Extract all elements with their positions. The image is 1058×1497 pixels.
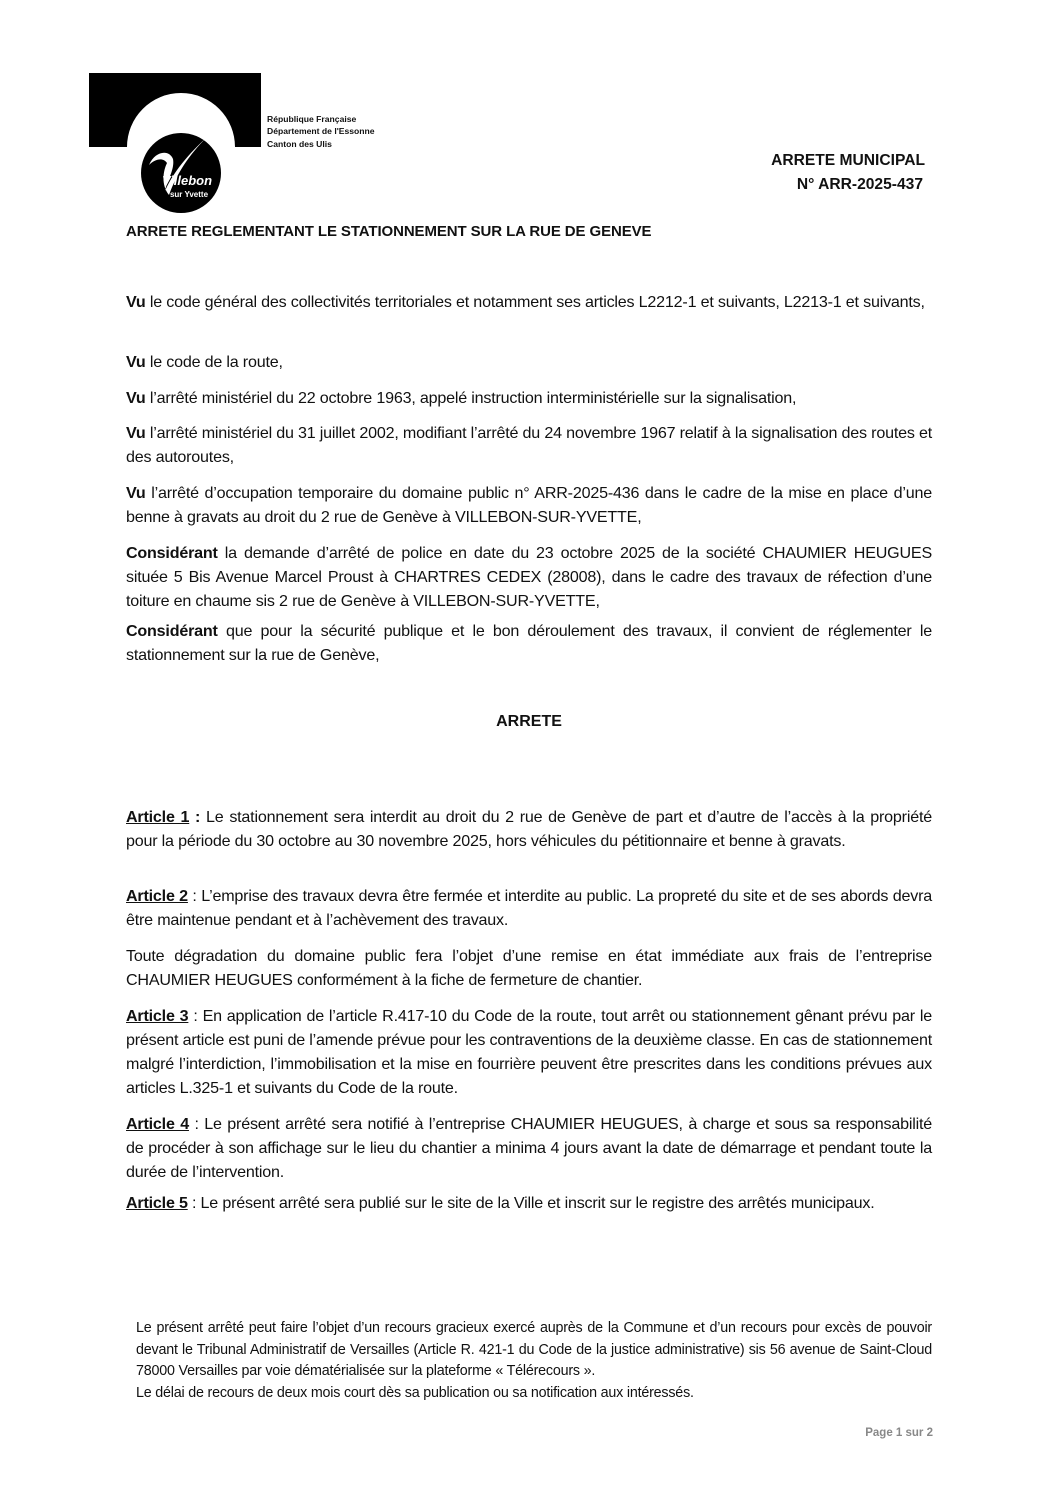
page-title: ARRETE REGLEMENTANT LE STATIONNEMENT SUR LA RUE DE GENEVE [126, 223, 652, 240]
article-label: Article 1 [126, 808, 190, 826]
document-number: N° ARR-2025-437 [796, 176, 923, 193]
article-4: Article 4 : Le présent arrêté sera notifié à l’entreprise CHAUMIER HEUGUES, à charge et sous sa responsabilité de procéder à son affichage sur le lieu du chantier a minima 4 jours avant la date de démarrage et pendant toute la durée de l’intervention. [126, 1115, 932, 1181]
logo-graphic-icon [89, 73, 261, 213]
page-number: Page 1 sur 2 [865, 1427, 933, 1439]
document-reference [771, 149, 925, 197]
article-label: Article 4 [126, 1115, 189, 1133]
consideration-3: Vu l’arrêté ministériel du 22 octobre 1963, appelé instruction interministérielle sur la signalisation, [126, 389, 797, 407]
article-3: Article 3 : En application de l’article R.417-10 du Code de la route, tout arrêt ou stationnement gênant prévu par le présent article est puni de l’amende prévue pour les contraventions de la deuxième classe. En cas de stationnement malgré l’interdiction, l’immobilisation et la mise en fourrière peuvent être prescrites dans les conditions prévues aux articles L.325-1 et suivants du Code de la route. [126, 1007, 932, 1097]
consideration-7: Considérant que pour la sécurité publique et le bon déroulement des travaux, il convient de réglementer le stationnement sur la rue de Genève, [126, 622, 932, 664]
article-label: Article 5 [126, 1194, 188, 1212]
villebon-logo [89, 73, 261, 213]
consideration-4: Vu l’arrêté ministériel du 31 juillet 2002, modifiant l’arrêté du 24 novembre 1967 relatif à la signalisation des routes et des autoroutes, [126, 424, 932, 466]
svg-text:sur Yvette: sur Yvette [169, 190, 209, 199]
article-1: Article 1 : Le stationnement sera interdit au droit du 2 rue de Genève de part et d’autre de l’accès à la propriété pour la période du 30 octobre au 30 novembre 2025, hors véhicules du pétitionnaire et benne à gravats. [126, 808, 932, 850]
article-2: Article 2 : L’emprise des travaux devra être fermée et interdite au public. La propreté du site et de ses abords devra être maintenue pendant et à l’achèvement des travaux. [126, 887, 932, 929]
consideration-2: Vu le code de la route, [126, 353, 283, 371]
decree-heading: ARRETE [496, 713, 562, 730]
article-label: Article 2 [126, 887, 188, 905]
recourse-delay-text: Le délai de recours de deux mois court dès sa publication ou sa notification aux intéressés. [136, 1384, 694, 1401]
svg-text:Villebon: Villebon [161, 173, 213, 188]
document-type: ARRETE MUNICIPAL [771, 152, 925, 169]
recourse-text: Le présent arrêté peut faire l’objet d’un recours gracieux exercé auprès de la Commune et d’un recours pour excès de pouvoir devant le Tribunal Administratif de Versailles (Article R. 421-1 du Code de la justice administrative) sis 56 avenue de Saint-Cloud 78000 Versailles par voie dématérialisée sur la plateforme « Télérecours ». [136, 1320, 932, 1379]
article-5: Article 5 : Le présent arrêté sera publié sur le site de la Ville et inscrit sur le registre des arrêtés municipaux. [126, 1194, 875, 1212]
department-label: Département de l'Essonne [267, 126, 375, 137]
recourse-notice [136, 1318, 932, 1404]
article-2-continuation: Toute dégradation du domaine public fera l’objet d’une remise en état immédiate aux frais de l’entreprise CHAUMIER HEUGUES conformément à la fiche de fermeture de chantier. [126, 947, 932, 989]
consideration-6: Considérant la demande d’arrêté de police en date du 23 octobre 2025 de la société CHAUMIER HEUGUES située 5 Bis Avenue Marcel Proust à CHARTRES CEDEX (28008), dans le cadre des travaux de réfection d’une toiture en chaume sis 2 rue de Genève à VILLEBON-SUR-YVETTE, [126, 544, 932, 610]
consideration-5: Vu l’arrêté d’occupation temporaire du domaine public n° ARR-2025-436 dans le cadre de la mise en place d’une benne à gravats au droit du 2 rue de Genève à VILLEBON-SUR-YVETTE, [126, 484, 932, 526]
administrative-info [267, 113, 375, 150]
article-label: Article 3 [126, 1007, 189, 1025]
canton-label: Canton des Ulis [267, 138, 332, 149]
consideration-1: Vu le code général des collectivités territoriales et notamment ses articles L2212-1 et suivants, L2213-1 et suivants, [126, 293, 925, 311]
republic-label: République Française [267, 114, 357, 124]
